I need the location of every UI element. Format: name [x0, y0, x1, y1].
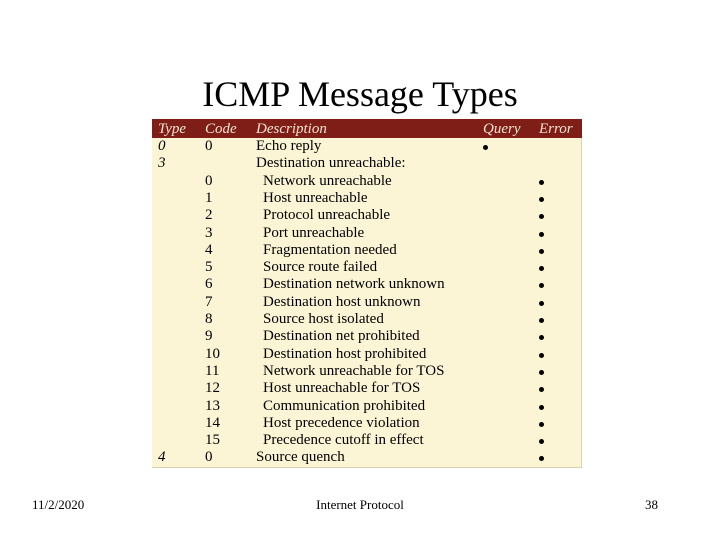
error-bullet-icon	[539, 301, 544, 306]
cell-description: Source route failed	[263, 259, 378, 276]
cell-type: 4	[158, 449, 166, 466]
cell-code: 10	[205, 345, 220, 362]
table-row	[152, 138, 582, 155]
cell-code: 3	[205, 224, 213, 241]
table-row	[152, 328, 582, 345]
cell-code: 4	[205, 241, 213, 258]
table-row	[152, 242, 582, 259]
header-type: Type	[158, 121, 187, 137]
cell-description: Fragmentation needed	[263, 241, 397, 258]
error-bullet-icon	[539, 318, 544, 323]
header-code: Code	[205, 121, 237, 137]
table-row	[152, 276, 582, 293]
table-row	[152, 294, 582, 311]
error-bullet-icon	[539, 387, 544, 392]
table-row	[152, 225, 582, 242]
error-bullet-icon	[539, 456, 544, 461]
cell-description: Echo reply	[256, 138, 322, 154]
cell-code: 6	[205, 276, 213, 293]
cell-description: Network unreachable for TOS	[263, 362, 445, 379]
table-header	[152, 119, 582, 138]
table-row	[152, 207, 582, 224]
table-row	[152, 346, 582, 363]
cell-description: Host unreachable for TOS	[263, 380, 421, 397]
cell-code: 0	[205, 172, 213, 189]
cell-description: Source quench	[256, 449, 345, 466]
table-row	[152, 259, 582, 276]
cell-code: 13	[205, 397, 220, 414]
cell-code: 12	[205, 380, 220, 397]
slide-title: ICMP Message Types	[202, 74, 518, 114]
error-bullet-icon	[539, 197, 544, 202]
error-bullet-icon	[539, 283, 544, 288]
error-bullet-icon	[539, 214, 544, 219]
cell-code: 11	[205, 362, 220, 379]
cell-description: Communication prohibited	[263, 397, 426, 414]
error-bullet-icon	[539, 232, 544, 237]
table-row	[152, 311, 582, 328]
cell-description: Source host isolated	[263, 311, 384, 327]
table-row	[152, 432, 582, 449]
cell-code: 1	[205, 189, 213, 206]
table-row	[152, 173, 582, 190]
cell-code: 9	[205, 328, 213, 345]
error-bullet-icon	[539, 405, 544, 410]
cell-description: Destination network unknown	[263, 276, 445, 293]
error-bullet-icon	[539, 370, 544, 375]
cell-description: Destination host unknown	[263, 293, 421, 310]
cell-code: 5	[205, 259, 213, 276]
cell-type: 0	[158, 138, 166, 154]
cell-code: 8	[205, 311, 213, 327]
error-bullet-icon	[539, 180, 544, 185]
cell-description: Destination net prohibited	[263, 328, 420, 345]
cell-code: 0	[205, 449, 213, 466]
table-row	[152, 415, 582, 432]
cell-description: Network unreachable	[263, 172, 392, 189]
cell-code: 15	[205, 432, 220, 449]
table-row	[152, 155, 582, 172]
error-bullet-icon	[539, 266, 544, 271]
header-error: Error	[539, 121, 573, 137]
cell-code: 7	[205, 293, 213, 310]
error-bullet-icon	[539, 335, 544, 340]
header-query: Query	[483, 121, 521, 137]
table-row	[152, 449, 582, 466]
cell-description: Protocol unreachable	[263, 207, 391, 224]
cell-code: 0	[205, 138, 213, 154]
footer-date: 11/2/2020	[32, 497, 85, 512]
header-description: Description	[256, 121, 327, 137]
cell-description: Destination host prohibited	[263, 345, 427, 362]
query-bullet-icon	[483, 145, 488, 150]
error-bullet-icon	[539, 353, 544, 358]
error-bullet-icon	[539, 422, 544, 427]
table-row	[152, 398, 582, 415]
table-row	[152, 190, 582, 207]
cell-code: 14	[205, 414, 220, 431]
error-bullet-icon	[539, 439, 544, 444]
cell-code: 2	[205, 207, 213, 224]
icmp-types-table	[152, 119, 582, 468]
error-bullet-icon	[539, 249, 544, 254]
cell-description: Host precedence violation	[263, 414, 420, 431]
page-number: 38	[645, 497, 658, 512]
table-row	[152, 363, 582, 380]
footer-title: Internet Protocol	[316, 497, 404, 512]
cell-description: Destination unreachable:	[256, 155, 406, 172]
cell-type: 3	[158, 155, 166, 172]
table-row	[152, 380, 582, 397]
cell-description: Port unreachable	[263, 224, 365, 241]
cell-description: Host unreachable	[263, 189, 368, 206]
cell-description: Precedence cutoff in effect	[263, 432, 424, 449]
